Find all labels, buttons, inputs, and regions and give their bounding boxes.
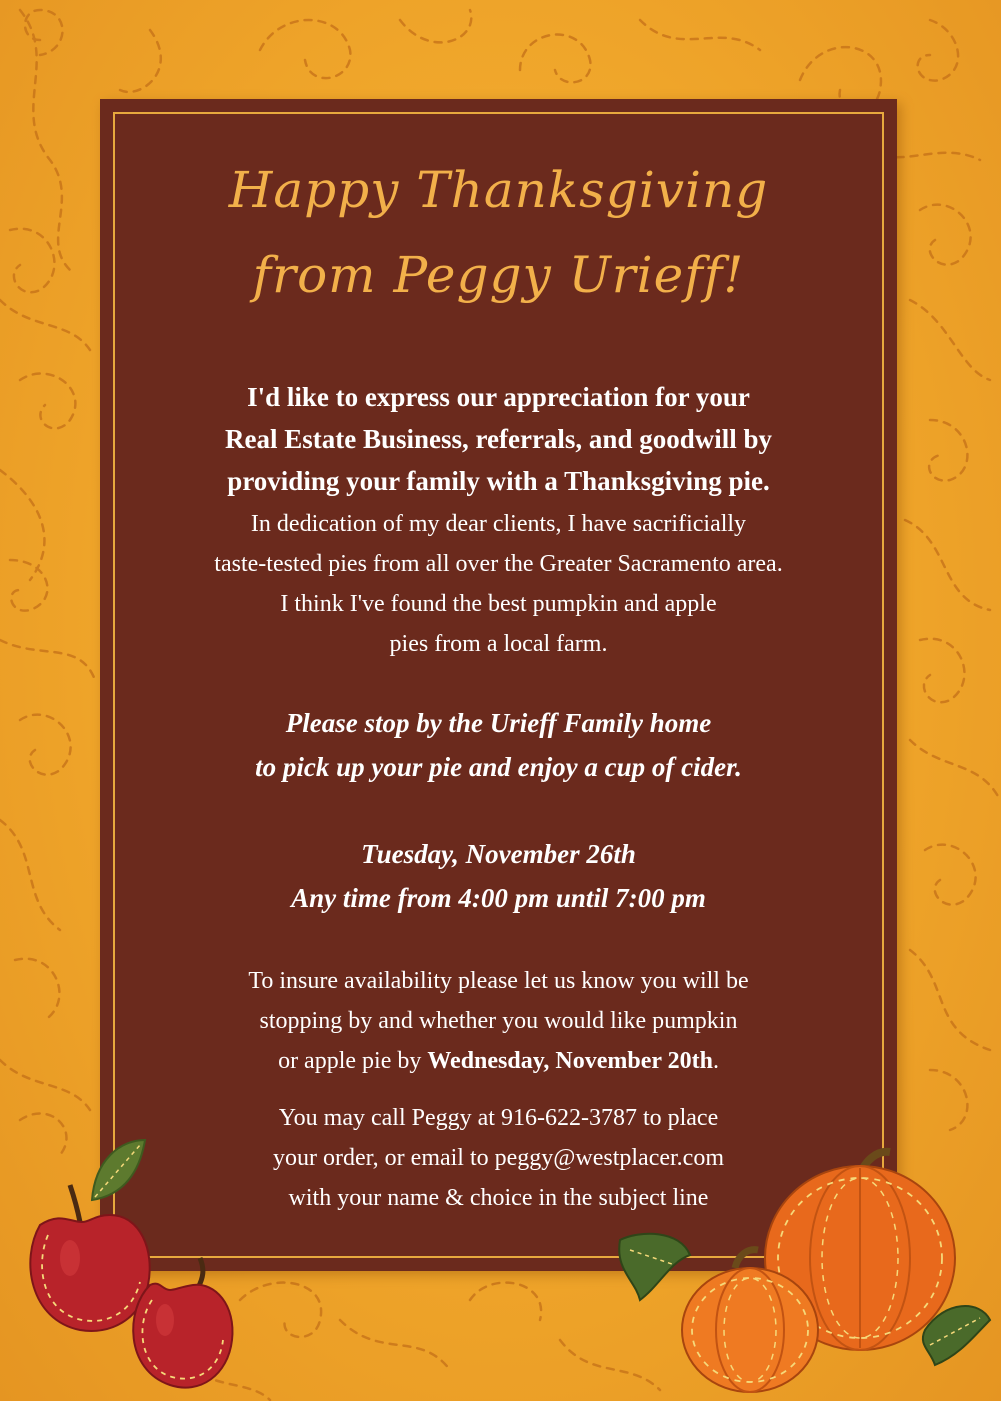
dedication-line: pies from a local farm. (389, 631, 608, 657)
invitation-card (100, 99, 897, 1271)
invitation-line: to pick up your pie and enjoy a cup of cider. (255, 752, 742, 782)
contact-line: with your name & choice in the subject line (288, 1185, 709, 1211)
rsvp-line: To insure availability please let us know you will be (248, 968, 749, 994)
appreciation-line: Real Estate Business, referrals, and goodwill by (224, 424, 772, 454)
rsvp-prefix: or apple pie by (278, 1048, 428, 1074)
event-date: Tuesday, November 26th (361, 839, 636, 869)
dedication-line: I think I've found the best pumpkin and apple (280, 591, 717, 617)
appreciation-line: providing your family with a Thanksgiving pie. (227, 466, 770, 496)
title-line-1: Happy Thanksgiving (228, 161, 769, 219)
event-time: Any time from 4:00 pm until 7:00 pm (291, 883, 706, 913)
rsvp-line: stopping by and whether you would like pumpkin (259, 1008, 738, 1034)
rsvp-deadline: Wednesday, November 20th (427, 1048, 713, 1074)
invitation-line: Please stop by the Urieff Family home (285, 708, 712, 738)
appreciation-line: I'd like to express our appreciation for your (247, 382, 750, 412)
event-details (100, 832, 897, 920)
contact-line: You may call Peggy at 916-622-3787 to place (278, 1105, 719, 1131)
contact-paragraph (100, 1098, 897, 1218)
dedication-line: In dedication of my dear clients, I have sacrificially (250, 511, 747, 537)
title-line-2: from Peggy Urieff! (252, 246, 745, 304)
contact-line: your order, or email to peggy@westplacer.com (273, 1145, 724, 1171)
rsvp-line-3 (100, 1041, 897, 1081)
dedication-paragraph (100, 504, 897, 664)
rsvp-paragraph (100, 961, 897, 1081)
dedication-line: taste-tested pies from all over the Greater Sacramento area. (214, 551, 783, 577)
appreciation-paragraph (100, 376, 897, 502)
invitation-paragraph (100, 701, 897, 789)
rsvp-suffix: . (712, 1048, 719, 1074)
